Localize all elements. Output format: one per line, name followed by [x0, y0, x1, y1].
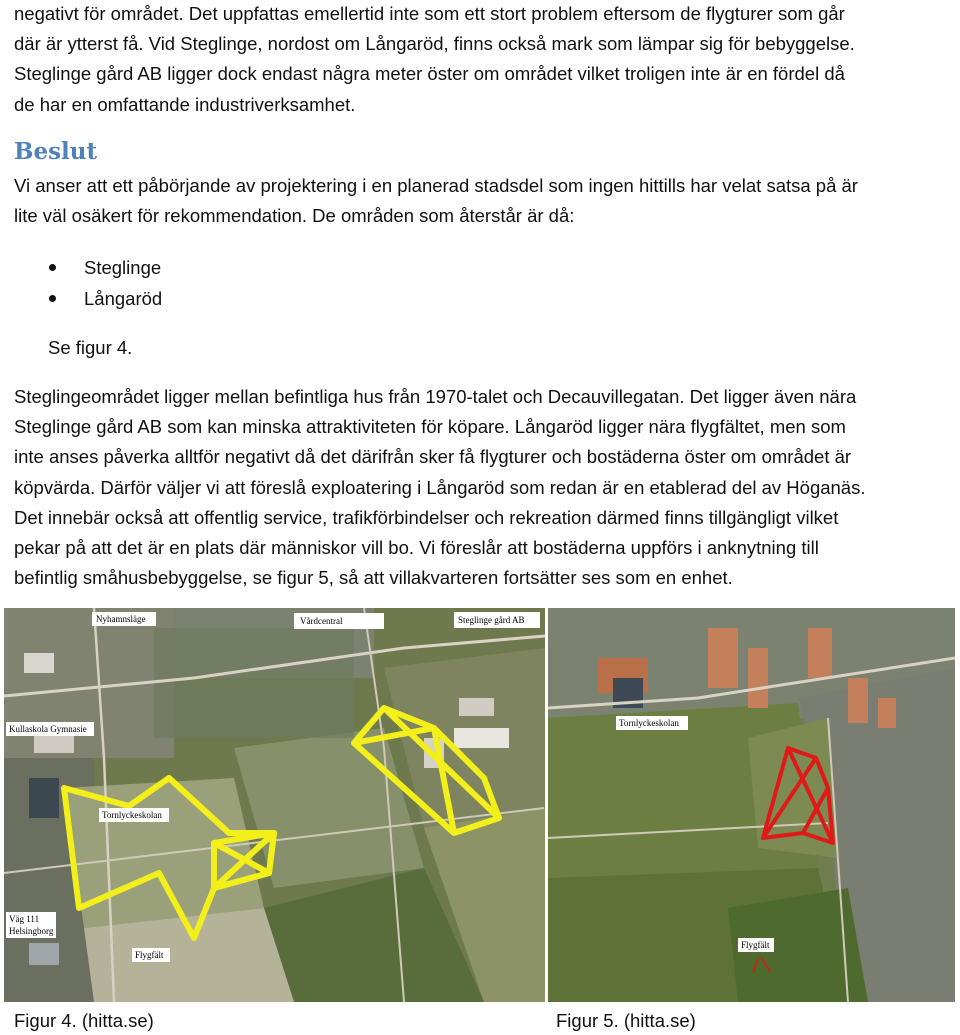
svg-text:Väg 111: Väg 111 — [9, 914, 40, 924]
svg-text:Kullaskola Gymnasie: Kullaskola Gymnasie — [9, 724, 87, 734]
map-label-nyhamnslage — [92, 612, 156, 626]
svg-text:Vårdcentral: Vårdcentral — [300, 616, 343, 626]
text-line: lite väl osäkert för rekommendation. De områden som återstår är då: — [14, 205, 575, 227]
figure-5-caption: Figur 5. (hitta.se) — [556, 1010, 696, 1031]
aerial-map-image — [548, 608, 955, 1002]
svg-text:Steglinge gård AB: Steglinge gård AB — [458, 615, 525, 625]
conclusion-paragraph — [14, 382, 949, 593]
text-line: Vi anser att ett påbörjande av projektering i en planerad stadsdel som ingen hittills har velat satsa på är — [14, 175, 858, 196]
svg-text:Tornlyckeskolan: Tornlyckeskolan — [619, 718, 679, 728]
map-label-steglinge-gard — [454, 612, 540, 628]
bullet-icon — [49, 295, 56, 302]
decision-paragraph — [14, 171, 949, 231]
map-label-vag111 — [6, 912, 56, 938]
svg-text:Nyhamnsläge: Nyhamnsläge — [96, 614, 146, 624]
text-line: Steglinge gård AB som kan minska attraktiviteten för köpare. Långaröd ligger nära flygfältet, men som — [14, 416, 846, 438]
bullet-icon — [49, 264, 56, 271]
intro-paragraph — [14, 0, 949, 120]
map-label-tornlyckeskolan — [99, 808, 169, 822]
svg-text:Tornlyckeskolan: Tornlyckeskolan — [102, 810, 162, 820]
see-figure-note: Se figur 4. — [48, 337, 133, 358]
area-list — [44, 252, 162, 314]
aerial-map-image — [4, 608, 545, 1002]
map-label-flygfalt — [738, 938, 774, 952]
svg-text:Helsingborg: Helsingborg — [9, 926, 54, 936]
list-item: Steglinge — [44, 252, 162, 283]
text-line: inte anses påverka alltför negativt då det därifrån sker få flygturer och bostäderna öster om området är — [14, 446, 852, 468]
text-line: de har en omfattande industriverksamhet. — [14, 93, 356, 115]
text-line: Det innebär också att offentlig service, trafikförbindelser och rekreation därmed finns tillgängligt vilket — [14, 506, 839, 528]
text-line: befintlig småhusbebyggelse, se figur 5, så att villakvarteren fortsätter ses som en enhet. — [14, 567, 733, 589]
map-label-flygfalt — [132, 948, 170, 962]
figure-4-caption: Figur 4. (hitta.se) — [14, 1010, 154, 1031]
text-line: negativt för området. Det uppfattas emellertid inte som ett stort problem eftersom de flygturer som går — [14, 3, 845, 24]
text-line: pekar på att det är en plats där människor vill bo. Vi föreslår att bostäderna uppförs i anknytning till — [14, 537, 819, 559]
svg-text:Flygfält: Flygfält — [741, 940, 770, 950]
map-label-kullaskola — [6, 722, 94, 736]
text-line: köpvärda. Därför väljer vi att föreslå exploatering i Långaröd som redan är en etablerad del av Höganäs. — [14, 476, 866, 498]
svg-text:Flygfält: Flygfält — [135, 950, 164, 960]
text-line: Steglingeområdet ligger mellan befintliga hus från 1970-talet och Decauvillegatan. Det ligger även nära — [14, 386, 857, 407]
text-line: Steglinge gård AB ligger dock endast några meter öster om området vilket troligen inte är en fördel då — [14, 63, 845, 85]
figure-4-map — [4, 608, 545, 1002]
text-line: där är ytterst få. Vid Steglinge, nordost om Långaröd, finns också mark som lämpar sig för bebyggelse. — [14, 33, 855, 55]
map-label-tornlyckeskolan — [616, 716, 688, 730]
section-heading-beslut: Beslut — [14, 138, 98, 165]
list-item: Långaröd — [44, 283, 162, 314]
figure-5-map — [548, 608, 955, 1002]
map-label-vardcentral — [294, 613, 384, 629]
